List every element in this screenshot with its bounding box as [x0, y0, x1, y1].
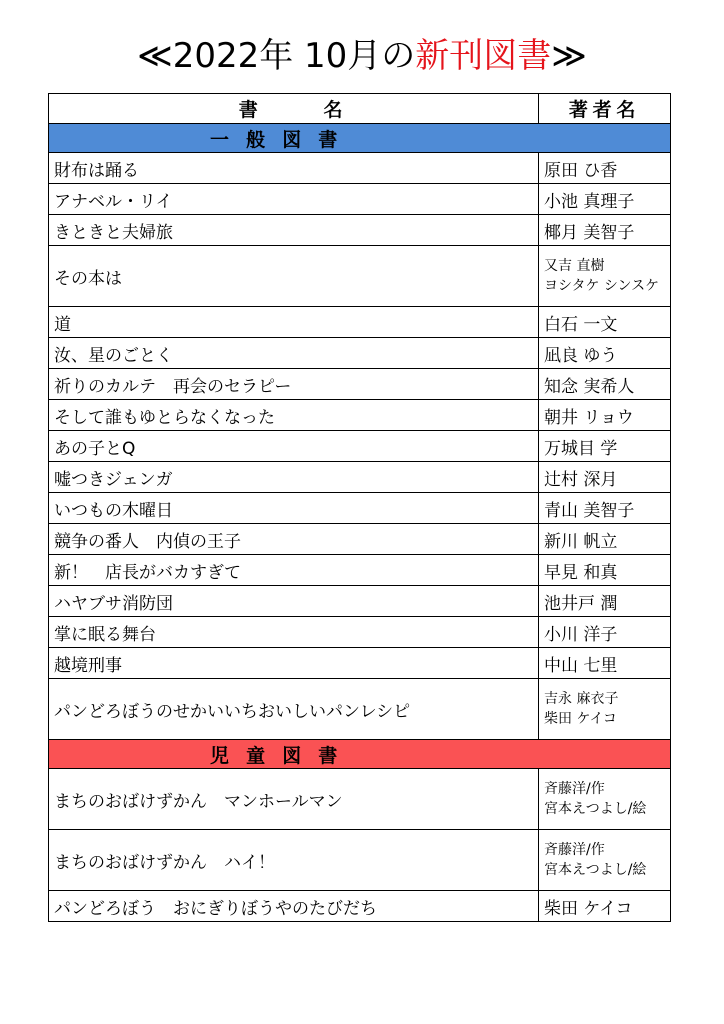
book-author-line1: 吉永 麻衣子: [544, 691, 619, 707]
section-children: [49, 740, 671, 769]
book-author-line1: 又吉 直樹: [544, 258, 605, 274]
book-title: 新！ 店長がバカすぎて: [49, 555, 539, 586]
book-title: パンどろぼう おにぎりぼうやのたびだち: [49, 891, 539, 922]
title-prefix: ≪2022年 10月の: [137, 36, 416, 76]
book-title: その本は: [49, 246, 539, 307]
book-author: [539, 246, 671, 307]
table-row: [49, 679, 671, 740]
table-row: [49, 338, 671, 369]
section-general: [49, 124, 671, 153]
page-title: [0, 34, 724, 78]
new-books-table: [48, 93, 671, 922]
book-author: 柴田 ケイコ: [539, 891, 671, 922]
book-author: 原田 ひ香: [539, 153, 671, 184]
book-author: 早見 和真: [539, 555, 671, 586]
header-title-b: 名: [323, 99, 349, 121]
book-title: あの子とQ: [49, 431, 539, 462]
book-title: そして誰もゆとらなくなった: [49, 400, 539, 431]
book-author: [539, 679, 671, 740]
table-row: [49, 524, 671, 555]
table-row: [49, 586, 671, 617]
table-row: [49, 462, 671, 493]
title-highlight: 新刊図書: [415, 36, 552, 76]
table-row: [49, 153, 671, 184]
book-author: 万城目 学: [539, 431, 671, 462]
book-title: まちのおばけずかん マンホールマン: [49, 769, 539, 830]
section-children-cell: [49, 740, 671, 769]
book-author-line2: 宮本えつよし/絵: [544, 801, 647, 817]
table-row: [49, 769, 671, 830]
table-header: [49, 94, 671, 124]
table-row: [49, 369, 671, 400]
table-row: [49, 246, 671, 307]
book-author: 青山 美智子: [539, 493, 671, 524]
book-title: パンどろぼうのせかいいちおいしいパンレシピ: [49, 679, 539, 740]
table-row: [49, 431, 671, 462]
book-author: 朝井 リョウ: [539, 400, 671, 431]
book-author-line2: 柴田 ケイコ: [544, 711, 617, 727]
book-author: 辻村 深月: [539, 462, 671, 493]
header-title-cell: [49, 94, 539, 124]
book-author-line1: 斉藤洋/作: [544, 842, 605, 858]
book-title: いつもの木曜日: [49, 493, 539, 524]
table-row: [49, 400, 671, 431]
book-author: 小川 洋子: [539, 617, 671, 648]
book-author: 白石 一文: [539, 307, 671, 338]
book-author-line2: ヨシタケ シンスケ: [544, 278, 660, 294]
section-general-cell: [49, 124, 671, 153]
book-title: 嘘つきジェンガ: [49, 462, 539, 493]
table-row: [49, 493, 671, 524]
book-title: 越境刑事: [49, 648, 539, 679]
book-title: 道: [49, 307, 539, 338]
section-general-label: 一般図書: [210, 128, 355, 151]
table-row: [49, 617, 671, 648]
book-title: ハヤブサ消防団: [49, 586, 539, 617]
title-suffix: ≫: [551, 36, 587, 76]
book-author: 池井戸 潤: [539, 586, 671, 617]
book-author-line1: 斉藤洋/作: [544, 781, 605, 797]
book-author: 中山 七里: [539, 648, 671, 679]
header-author-cell: 著者名: [539, 94, 671, 124]
book-author: 知念 実希人: [539, 369, 671, 400]
book-title: アナベル・リイ: [49, 184, 539, 215]
book-title: 財布は踊る: [49, 153, 539, 184]
book-title: 競争の番人 内偵の王子: [49, 524, 539, 555]
book-title: 汝、星のごとく: [49, 338, 539, 369]
book-title: まちのおばけずかん ハイ！: [49, 830, 539, 891]
table-row: [49, 648, 671, 679]
book-author-line2: 宮本えつよし/絵: [544, 862, 647, 878]
table-row: [49, 215, 671, 246]
book-title: 掌に眠る舞台: [49, 617, 539, 648]
book-author: 新川 帆立: [539, 524, 671, 555]
book-author: 椰月 美智子: [539, 215, 671, 246]
book-author: [539, 769, 671, 830]
table-row: [49, 307, 671, 338]
book-author: 凪良 ゆう: [539, 338, 671, 369]
table-row: [49, 184, 671, 215]
book-author: 小池 真理子: [539, 184, 671, 215]
table-row: [49, 891, 671, 922]
book-title: 祈りのカルテ 再会のセラピー: [49, 369, 539, 400]
book-author: [539, 830, 671, 891]
table-row: [49, 555, 671, 586]
header-title-a: 書: [238, 99, 264, 121]
table-row: [49, 830, 671, 891]
section-children-label: 児童図書: [210, 744, 355, 767]
book-title: きときと夫婦旅: [49, 215, 539, 246]
